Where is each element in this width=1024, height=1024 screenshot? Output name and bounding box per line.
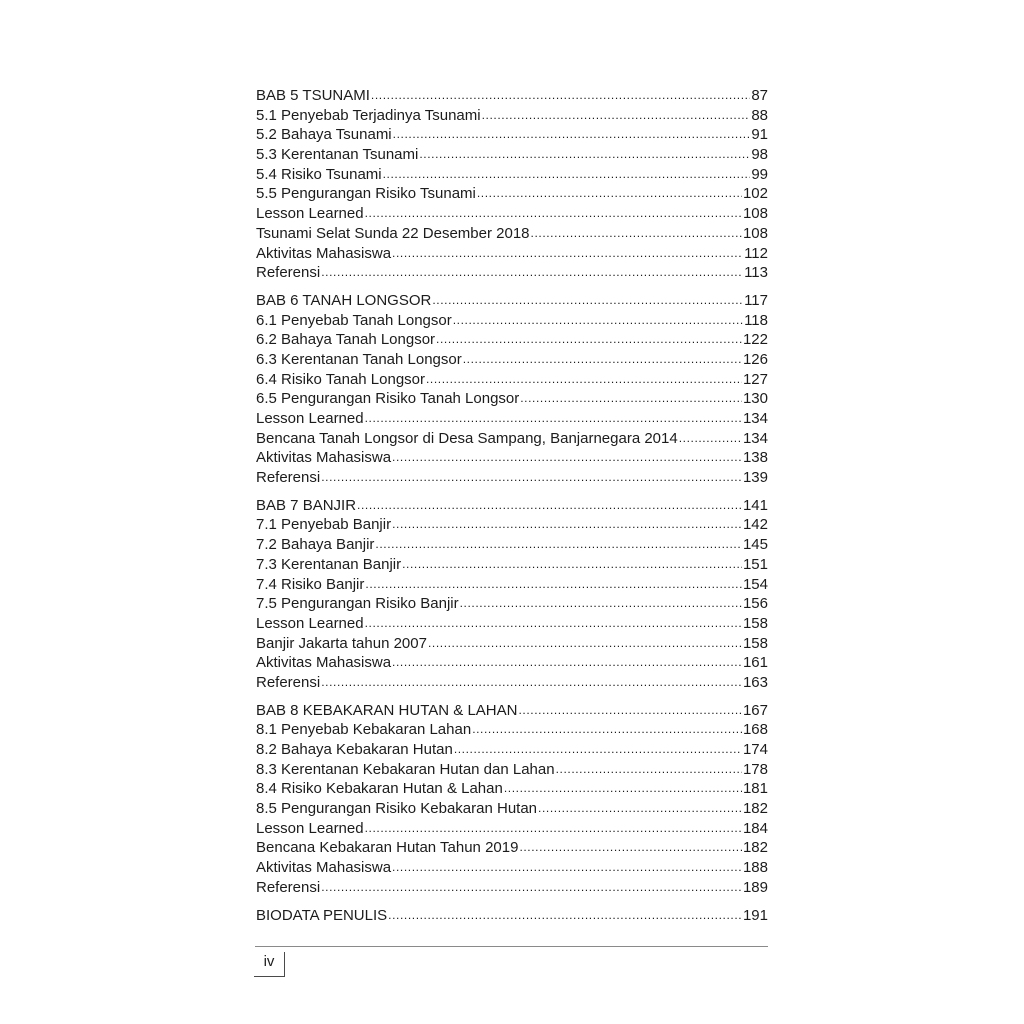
toc-entry [256,634,768,654]
toc-entry-page: 145 [742,536,768,554]
dot-leader [321,672,742,693]
toc-entry [256,740,768,760]
dot-leader [383,164,751,185]
toc-entry-page: 154 [742,575,768,593]
toc-entry-title: 7.2 Bahaya Banjir [256,536,375,554]
toc-section [256,496,768,693]
toc-entry-title: Lesson Learned [256,410,364,427]
toc-entry [256,515,768,535]
dot-leader [365,408,742,429]
toc-entry-title: BAB 6 TANAH LONGSOR [256,291,432,309]
toc-entry-title: BAB 7 BANJIR [256,496,357,514]
toc-entry [256,330,768,350]
toc-entry-title: 6.2 Bahaya Tanah Longsor [256,331,436,349]
toc-entry-title: 6.4 Risiko Tanah Longsor [256,370,425,388]
toc-entry [256,858,768,878]
toc-entry-title: 5.4 Risiko Tsunami [256,165,382,183]
toc-entry [256,555,768,575]
dot-leader [477,183,742,204]
toc-entry-title: 6.1 Penyebab Tanah Longsor [256,311,452,329]
dot-leader [392,857,742,878]
dot-leader [454,739,742,760]
toc-entry [256,184,768,204]
toc-entry-title: Referensi [256,264,321,282]
toc-entry [256,594,768,614]
dot-leader [538,798,742,819]
toc-entry [256,145,768,165]
toc-entry-title: 7.4 Risiko Banjir [256,575,365,593]
toc-entry-page: 99 [751,165,768,183]
dot-leader [679,428,742,449]
toc-entry [256,760,768,780]
toc-entry [256,125,768,145]
toc-entry-title: 5.2 Bahaya Tsunami [256,126,392,144]
dot-leader [453,310,743,331]
toc-entry-page: 181 [742,780,768,798]
toc-entry-page: 142 [742,516,768,534]
toc-entry-title: Banjir Jakarta tahun 2007 [256,634,427,652]
toc-entry-page: 158 [742,634,768,652]
toc-entry-page: 151 [742,555,768,573]
dot-leader [321,877,742,898]
toc-entry-title: 7.1 Penyebab Banjir [256,516,392,534]
toc-entry-title: 8.3 Kerentanan Kebakaran Hutan dan Lahan [256,760,555,778]
toc-entry [256,906,768,926]
toc-entry-page: 161 [742,654,768,672]
toc-entry-page: 182 [742,839,768,857]
toc-entry-page: 139 [742,469,768,487]
dot-leader [371,85,750,106]
dot-leader [432,290,743,311]
dot-leader [520,388,742,409]
dot-leader [428,633,742,654]
dot-leader [402,554,742,575]
toc-entry [256,389,768,409]
toc-entry-title: Lesson Learned [256,614,364,632]
toc-entry-page: 134 [742,410,768,427]
toc-entry [256,370,768,390]
dot-leader [375,534,742,555]
toc-entry-title: Referensi [256,878,321,896]
toc-entry-title: BIODATA PENULIS [256,906,388,924]
toc-entry [256,720,768,740]
toc-entry-page: 191 [742,906,768,924]
toc-entry-title: Tsunami Selat Sunda 22 Desember 2018 [256,224,530,242]
toc-entry [256,311,768,331]
toc-entry-page: 91 [751,126,768,144]
dot-leader [392,652,742,673]
toc-entry [256,614,768,634]
toc-entry [256,86,768,106]
toc-entry [256,448,768,468]
toc-entry-title: 8.2 Bahaya Kebakaran Hutan [256,741,453,758]
toc-entry [256,350,768,370]
toc-entry-page: 122 [742,331,768,349]
toc-entry [256,878,768,898]
dot-leader [504,778,742,799]
dot-leader [392,447,742,468]
toc-entry-page: 188 [742,859,768,877]
toc-entry-title: Lesson Learned [256,819,364,837]
toc-entry-title: 6.5 Pengurangan Risiko Tanah Longsor [256,390,520,408]
toc-entry-page: 127 [742,370,768,388]
toc-entry [256,779,768,799]
dot-leader [321,467,742,488]
toc-entry-title: Referensi [256,673,321,691]
dot-leader [393,124,751,145]
toc-entry [256,244,768,264]
toc-entry-title: 5.5 Pengurangan Risiko Tsunami [256,185,476,203]
toc-entry-page: 163 [742,673,768,691]
toc-section [256,701,768,898]
toc-section [256,86,768,283]
dot-leader [463,349,742,370]
toc-entry-page: 87 [751,87,768,104]
dot-leader [392,514,742,535]
toc-entry-title: Aktivitas Mahasiswa [256,654,392,672]
toc-entry-page: 138 [742,449,768,467]
toc-entry-page: 108 [742,205,768,223]
toc-entry-page: 167 [742,701,768,719]
dot-leader [365,613,742,634]
toc-entry [256,106,768,126]
toc-entry-page: 126 [742,350,768,368]
toc-entry [256,799,768,819]
dot-leader [436,329,742,350]
toc-entry [256,204,768,224]
dot-leader [518,700,742,721]
dot-leader [426,369,742,390]
toc-entry-page: 158 [742,614,768,632]
toc-entry-title: 7.3 Kerentanan Banjir [256,555,402,573]
dot-leader [365,574,742,595]
toc-entry-title: 8.4 Risiko Kebakaran Hutan & Lahan [256,780,503,798]
toc-entry-title: BAB 5 TSUNAMI [256,87,370,104]
toc-entry [256,819,768,839]
dot-leader [419,144,750,165]
toc-entry-page: 141 [742,496,768,514]
toc-entry-page: 108 [742,224,768,242]
toc-entry-page: 117 [744,291,768,309]
toc-entry-page: 168 [742,721,768,739]
toc-entry [256,165,768,185]
toc-entry-title: BAB 8 KEBAKARAN HUTAN & LAHAN [256,701,518,719]
table-of-contents [256,86,768,925]
toc-entry-title: 7.5 Pengurangan Risiko Banjir [256,595,459,613]
toc-entry-title: Aktivitas Mahasiswa [256,244,392,262]
toc-entry-page: 156 [742,595,768,613]
toc-entry [256,535,768,555]
toc-entry-title: Bencana Tanah Longsor di Desa Sampang, Banjarnegara 2014 [256,429,678,447]
toc-entry-title: Lesson Learned [256,205,364,223]
toc-entry-title: 5.1 Penyebab Terjadinya Tsunami [256,106,481,124]
dot-leader [321,262,743,283]
toc-entry-title: Bencana Kebakaran Hutan Tahun 2019 [256,839,519,857]
toc-entry-page: 184 [742,819,768,837]
toc-entry-page: 112 [744,244,768,262]
page-number: iv [254,952,285,977]
toc-entry-title: 6.3 Kerentanan Tanah Longsor [256,350,462,368]
toc-entry [256,468,768,488]
toc-entry [256,291,768,311]
toc-entry [256,701,768,721]
toc-entry-title: Aktivitas Mahasiswa [256,449,392,467]
toc-entry-page: 130 [742,390,768,408]
toc-entry-page: 118 [744,311,768,329]
toc-entry-page: 134 [742,429,768,447]
toc-entry [256,263,768,283]
footer-divider [255,946,768,947]
toc-section [256,906,768,926]
toc-entry [256,838,768,858]
dot-leader [388,905,742,926]
toc-entry-title: 5.3 Kerentanan Tsunami [256,146,419,164]
dot-leader [531,223,742,244]
toc-entry [256,575,768,595]
toc-entry-page: 88 [751,106,768,124]
toc-entry-page: 102 [742,185,768,203]
toc-entry [256,224,768,244]
dot-leader [556,759,742,780]
toc-entry-title: Referensi [256,469,321,487]
dot-leader [365,818,742,839]
toc-entry-title: Aktivitas Mahasiswa [256,859,392,877]
dot-leader [357,495,742,516]
toc-entry-page: 174 [742,741,768,758]
toc-entry [256,429,768,449]
dot-leader [472,719,742,740]
toc-entry [256,653,768,673]
toc-entry-page: 189 [742,878,768,896]
toc-entry [256,496,768,516]
toc-entry-page: 113 [744,264,768,282]
toc-entry [256,409,768,429]
toc-section [256,291,768,488]
dot-leader [519,837,742,858]
dot-leader [482,105,751,126]
toc-entry-title: 8.1 Penyebab Kebakaran Lahan [256,721,472,739]
dot-leader [460,593,742,614]
dot-leader [392,243,743,264]
toc-entry-title: 8.5 Pengurangan Risiko Kebakaran Hutan [256,800,538,818]
toc-entry-page: 182 [742,800,768,818]
toc-entry-page: 178 [742,760,768,778]
dot-leader [365,203,742,224]
toc-entry-page: 98 [751,146,768,164]
toc-entry [256,673,768,693]
